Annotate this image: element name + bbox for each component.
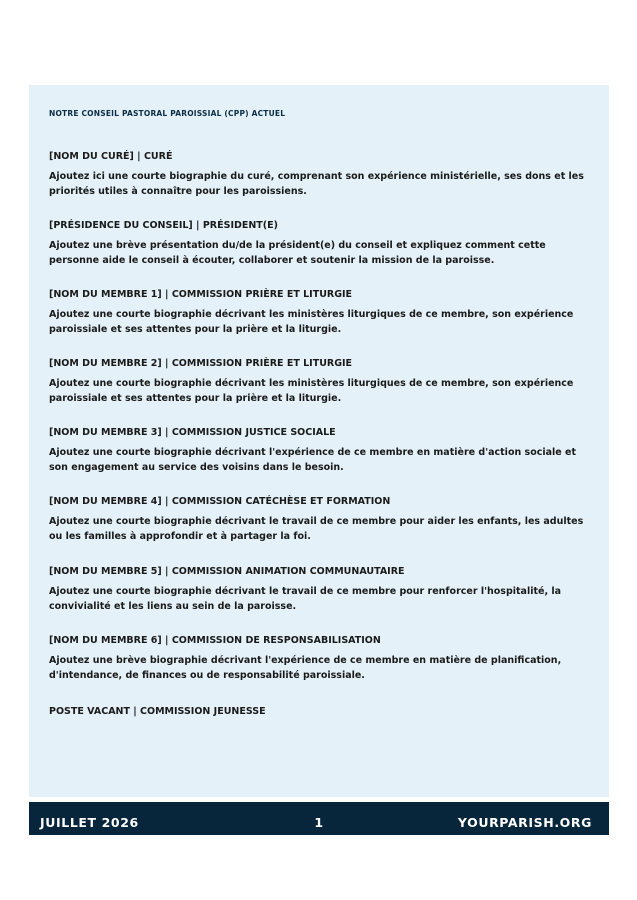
member-heading: [PRÉSIDENCE DU CONSEIL] | PRÉSIDENT(E) — [49, 220, 278, 231]
member-heading: [NOM DU MEMBRE 2] | COMMISSION PRIÈRE ET LITURGIE — [49, 358, 353, 369]
footer-page-number: 1 — [314, 815, 324, 830]
member-bio: Ajoutez ici une courte biographie du curé, comprenant son expérience ministérielle, ses dons et les priorités utiles à connaître pour les paroissiens. — [49, 171, 584, 197]
member-bio: Ajoutez une courte biographie décrivant les ministères liturgiques de ce membre, son expérience paroissiale et ses attentes pour la prière et la liturgie. — [49, 309, 574, 335]
member-heading: [NOM DU MEMBRE 6] | COMMISSION DE RESPONSABILISATION — [49, 635, 381, 646]
member-bio: Ajoutez une courte biographie décrivant les ministères liturgiques de ce membre, son expérience paroissiale et ses attentes pour la prière et la liturgie. — [49, 378, 574, 404]
member-entry — [49, 566, 589, 614]
member-entry — [49, 635, 589, 683]
member-entry — [49, 289, 589, 337]
member-heading: [NOM DU MEMBRE 3] | COMMISSION JUSTICE SOCIALE — [49, 427, 336, 438]
member-entry — [49, 151, 589, 199]
member-bio: Ajoutez une courte biographie décrivant le travail de ce membre pour renforcer l'hospitalité, la convivialité et les liens au sein de la paroisse. — [49, 586, 562, 612]
footer-website: YOURPARISH.ORG — [457, 815, 592, 830]
member-heading: [NOM DU MEMBRE 4] | COMMISSION CATÉCHÈSE ET FORMATION — [49, 496, 391, 507]
member-heading: [NOM DU MEMBRE 1] | COMMISSION PRIÈRE ET LITURGIE — [49, 289, 353, 300]
council-panel — [29, 85, 609, 797]
member-entry — [49, 220, 589, 268]
member-heading: [NOM DU CURÉ] | CURÉ — [49, 151, 173, 162]
member-heading: POSTE VACANT | COMMISSION JEUNESSE — [49, 706, 266, 717]
member-bio: Ajoutez une courte biographie décrivant le travail de ce membre pour aider les enfants, les adultes ou les familles à approfondir et à partager la foi. — [49, 516, 584, 542]
member-entry — [49, 496, 589, 544]
member-bio: Ajoutez une courte biographie décrivant l'expérience de ce membre en matière d'action sociale et son engagement au service des voisins dans le besoin. — [49, 447, 577, 473]
member-entry — [49, 358, 589, 406]
member-bio: Ajoutez une brève biographie décrivant l'expérience de ce membre en matière de planification, d'intendance, de finances ou de responsabilité paroissiale. — [49, 655, 562, 681]
member-bio: Ajoutez une brève présentation du/de la président(e) du conseil et expliquez comment cette personne aide le conseil à écouter, collaborer et soutenir la mission de la paroisse. — [49, 240, 546, 266]
footer-bar — [29, 802, 609, 835]
member-entry-vacant — [49, 706, 589, 718]
section-title: NOTRE CONSEIL PASTORAL PAROISSIAL (CPP) ACTUEL — [49, 109, 286, 118]
member-heading: [NOM DU MEMBRE 5] | COMMISSION ANIMATION COMMUNAUTAIRE — [49, 566, 405, 577]
member-entry — [49, 427, 589, 475]
footer-month: JUILLET 2026 — [40, 815, 139, 830]
